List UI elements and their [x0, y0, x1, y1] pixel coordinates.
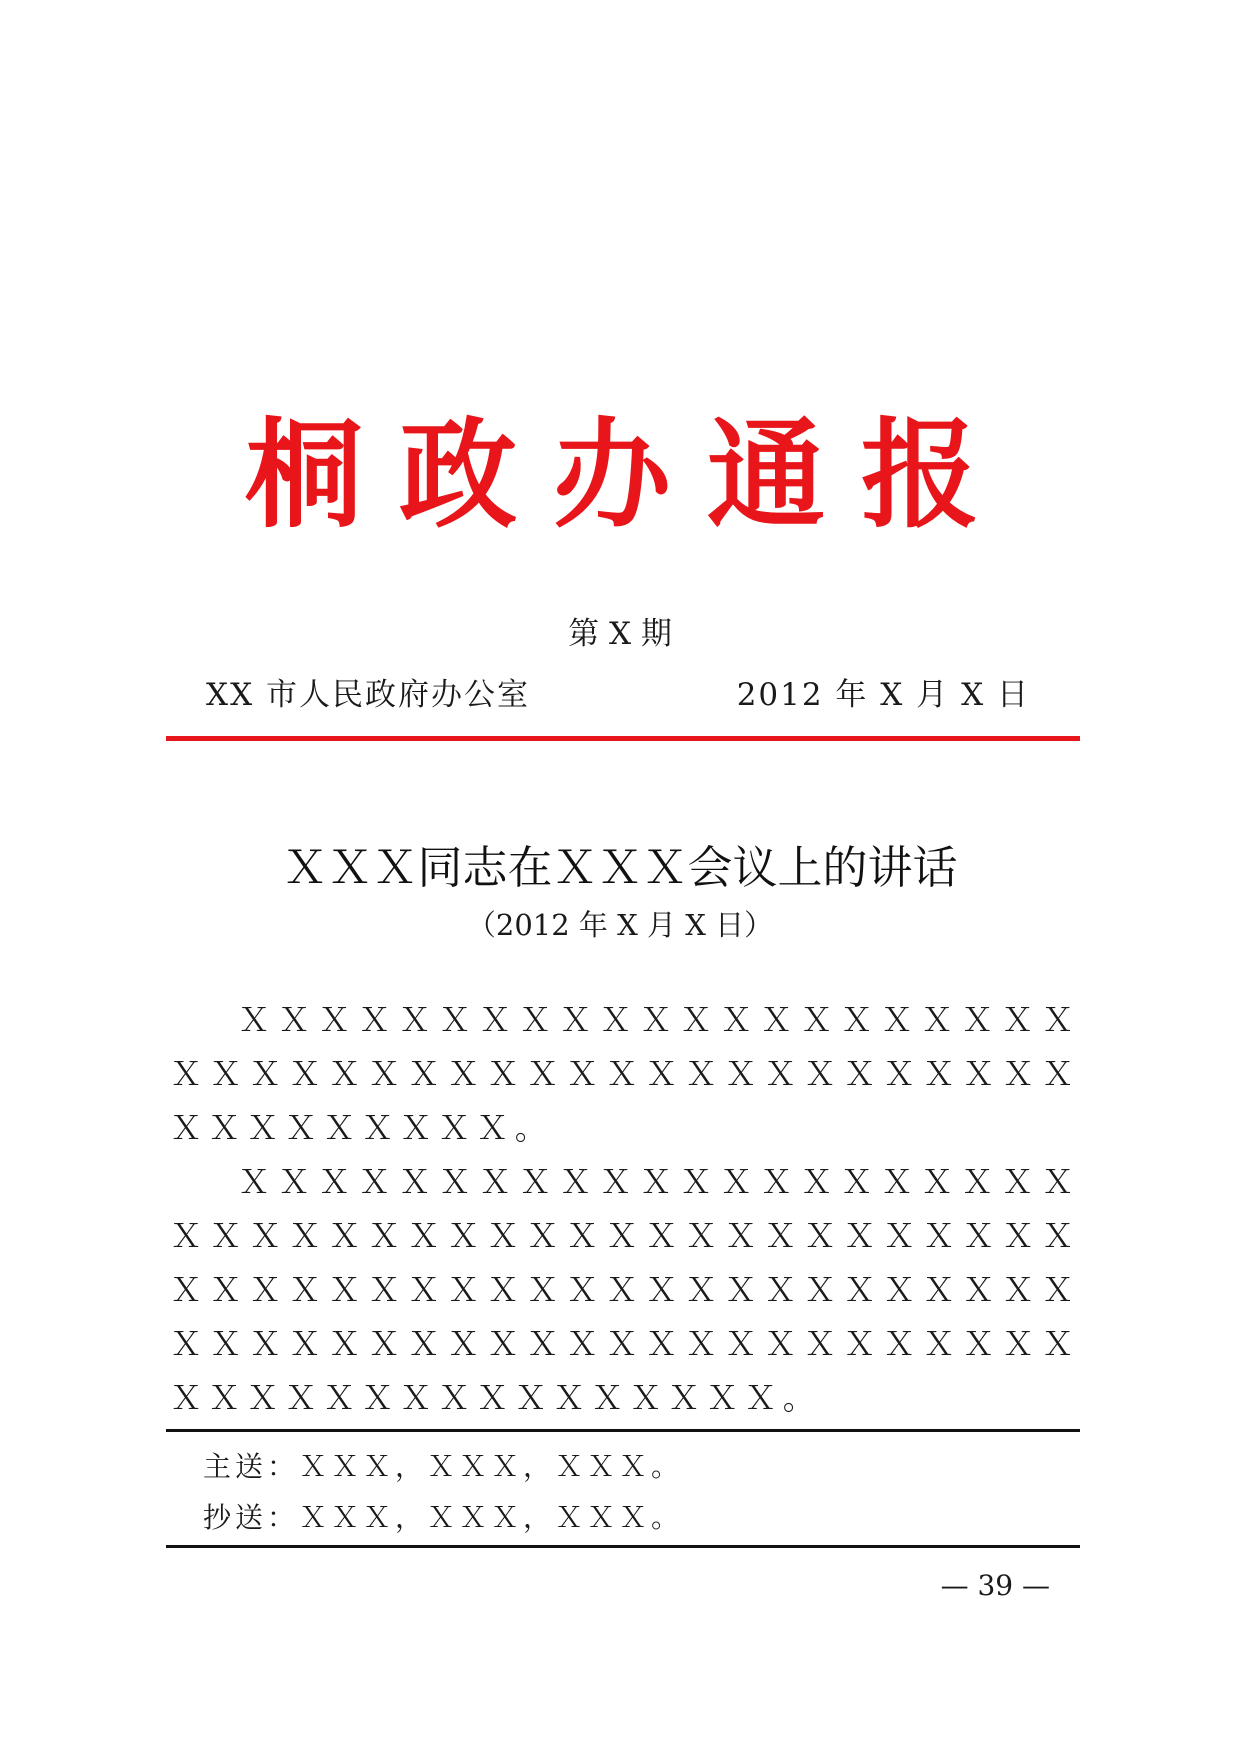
red-separator-line	[166, 736, 1080, 741]
document-body	[170, 993, 1080, 1425]
distribution-bottom-rule	[166, 1545, 1080, 1548]
issue-number: 第 X 期	[568, 616, 672, 652]
body-paragraph: ＸＸＸＸＸＸＸＸＸＸＸＸＸＸＸＸＸＸＸＸＸＸＸＸＸＸＸＸＸＸＸＸＸＸＸＸＸＸＸＸＸＸＸＸＸＸＸＸＸＸＸＸＸＸＸＸＸＸＸＸＸＸＸＸＸＸＸＸＸＸＸＸＸＸＸＸＸＸＸＸＸＸＸＸＸＸＸＸＸＸＸＸＸＸＸＸＸＸＸＸＸＸＸＸＸＸ。	[170, 1163, 1080, 1417]
masthead-title: 桐政办通报	[244, 405, 1015, 544]
document-date: （2012 年 X 月 X 日）	[466, 908, 774, 942]
issue-date: 2012 年 X 月 X 日	[736, 677, 1030, 713]
issuing-office: XX 市人民政府办公室	[206, 677, 530, 713]
document-title: ＸＸＸ同志在ＸＸＸ会议上的讲话	[282, 841, 958, 894]
page-number: — 39 —	[940, 1569, 1050, 1602]
main-recipients: 主送：ＸＸＸ，ＸＸＸ，ＸＸＸ。	[203, 1450, 684, 1483]
distribution-top-rule	[166, 1429, 1080, 1432]
copy-recipients: 抄送：ＸＸＸ，ＸＸＸ，ＸＸＸ。	[203, 1501, 684, 1534]
body-paragraph: ＸＸＸＸＸＸＸＸＸＸＸＸＸＸＸＸＸＸＸＸＸＸＸＸＸＸＸＸＸＸＸＸＸＸＸＸＸＸＸＸＸＸＸＸＸＸＸＸＸＸＸＸＸ。	[170, 1001, 1080, 1147]
